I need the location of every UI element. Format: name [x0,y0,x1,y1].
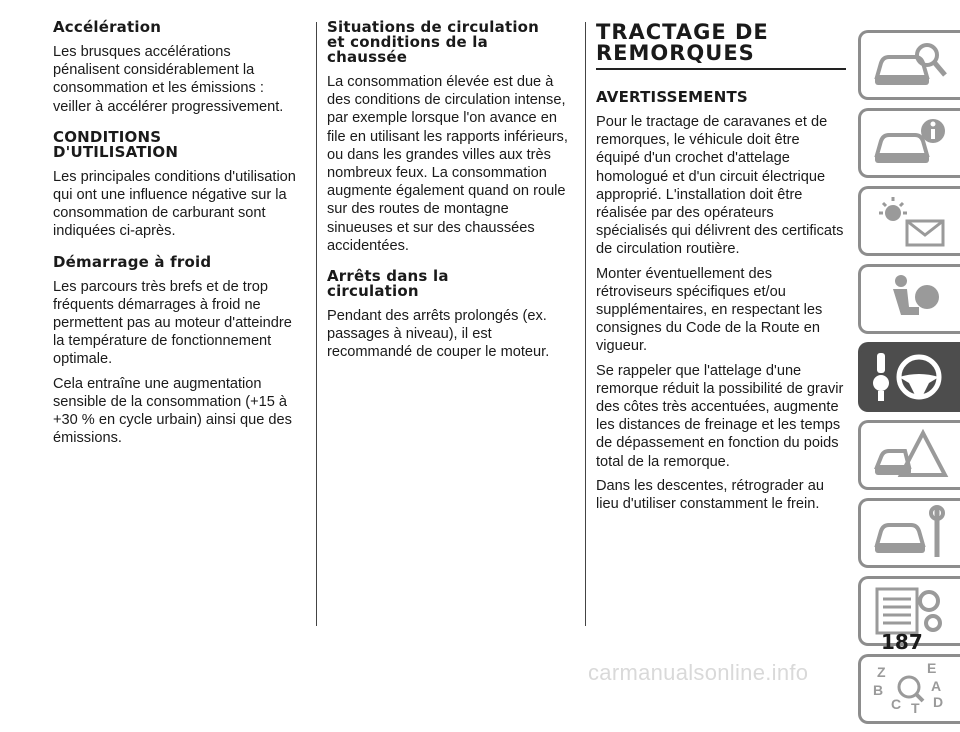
paragraph-conditions: Les principales conditions d'utilisation qui ont une influence négative sur la consommation de carburant sont indiquées ci-après. [53,168,296,240]
section-title-tractage [596,22,846,64]
tab-starting-driving[interactable] [858,342,960,412]
index-letter-a: A [931,678,942,694]
tab-emergency[interactable] [858,420,960,490]
heading-situations-line3: chaussée [327,48,408,66]
heading-avertissements: AVERTISSEMENTS [596,88,748,106]
tab-servicing[interactable] [858,498,960,568]
index-letter-z: Z [877,664,886,680]
paragraph-arrets: Pendant des arrêts prolongés (ex. passages à niveau), il est recommandé de couper le moteur. [327,308,550,361]
watermark: carmanualsonline.info [588,660,809,685]
paragraph-demarrage-1: Les parcours très brefs et de trop fréquents démarrages à froid ne permettent pas au moteur d'atteindre la température de fonctionnement optimale. [53,278,292,368]
tab-instrument-panel[interactable] [858,108,960,178]
heading-situations-circulation [327,20,570,65]
paragraph-demarrage-2: Cela entraîne une augmentation sensible de la consommation (+15 à +30 % en cycle urbain) ainsi que des émissions. [53,375,292,447]
maintenance-car-icon [871,505,949,561]
column-divider-right [585,22,586,626]
paragraph-situations: La consommation élevée est due à des conditions de circulation intense, par exemple lorsque l'on avance en file en utilisant les rapports inférieurs, ou dans les grandes villes aux très nombreux feux. La consommation augmente également quand on roule sur des routes de montagne sinueuses et sur des chaussées accidentées. [327,74,568,254]
heading-conditions-line2: D'UTILISATION [53,142,179,161]
heading-conditions-line1: CONDITIONS [53,127,162,146]
column-right [596,20,846,519]
section-title-line2: REMORQUES [596,41,755,65]
chapter-tabs [858,30,960,732]
heading-arrets-line2: circulation [327,282,419,301]
tab-warning-lights[interactable] [858,186,960,256]
heading-arrets-line1: Arrêts dans la [327,267,449,286]
emergency-triangle-icon [871,427,949,483]
index-letter-d: D [933,694,944,710]
page-number: 187 [881,630,923,654]
paragraph-tractage-2: Monter éventuellement des rétroviseurs spécifiques et/ou supplémentaires, en respectant les consignes du Code de la Route en vigueur. [596,265,823,355]
car-search-icon [871,37,949,93]
heading-situations-line1: Situations de circulation [327,18,540,36]
index-letter-c: C [891,696,902,712]
column-divider-left [316,22,317,626]
index-letter-b: B [873,682,884,698]
alphabetical-index-icon [871,661,949,717]
paragraph-tractage-4: Dans les descentes, rétrograder au lieu d'utiliser constamment le frein. [596,477,824,513]
index-letter-t: T [911,700,920,716]
tab-knowing-car[interactable] [858,30,960,100]
tab-safety[interactable] [858,264,960,334]
safety-airbag-icon [871,271,949,327]
heading-arrets-circulation [327,269,570,299]
driving-steering-icon [871,349,949,405]
section-title-rule [596,68,846,70]
paragraph-tractage-3: Se rappeler que l'attelage d'une remorque réduit la possibilité de gravir des côtes très accentuées, augmente les distances de freinage et les temps de dépassement en fonction du poids total de la remorque. [596,362,844,470]
tab-index[interactable] [858,654,960,724]
column-middle [327,20,570,368]
section-title-line1: TRACTAGE DE [596,20,769,44]
heading-acceleration: Accélération [53,18,162,36]
warning-lights-icon [871,193,949,249]
column-left [53,20,298,453]
heading-situations-line2: et conditions de la [327,33,488,51]
paragraph-tractage-1: Pour le tractage de caravanes et de remorques, le véhicule doit être équipé d'un crochet d'attelage homologué et d'un circuit électrique approprié. L'installation doit être réalisée par des opérateurs spécialisés qui délivrent des certificats de circulation routière. [596,114,844,258]
index-letter-e: E [927,661,937,676]
paragraph-acceleration: Les brusques accélérations pénalisent considérablement la consommation et les émissions : veiller à accélérer progressivement. [53,44,284,115]
car-info-icon [871,115,949,171]
heading-demarrage-froid: Démarrage à froid [53,252,212,271]
heading-conditions-utilisation [53,127,298,161]
